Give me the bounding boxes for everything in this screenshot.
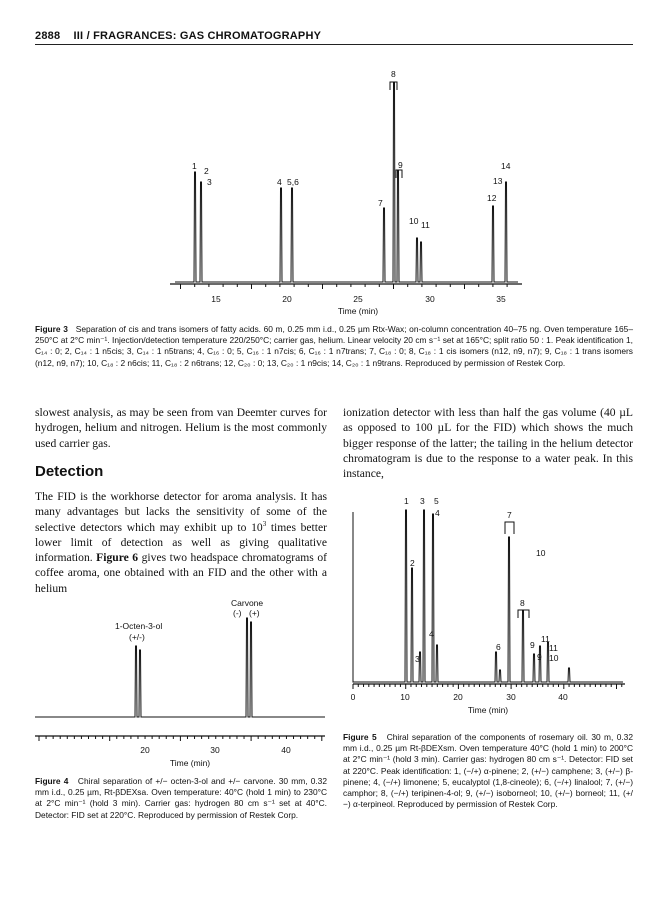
fig5-peak-label: 3 [420, 496, 425, 506]
figure-3-chromatogram [150, 62, 530, 318]
fig3-peak-label: 8 [391, 69, 396, 79]
fig5-peak-label: 10 [536, 548, 546, 558]
left-column-paragraph-2: The FID is the workhorse detector for aroma analysis. It has many advantages but lacks the sensitivity of some of the selective detectors which may exhibit up to $10^3$ times better lower limit of detection as well as giving qualitative information. Figure 6 gives two headspace chromatograms of coffee aroma, one obtained with an FID and the other with a helium [35, 490, 328, 595]
fig5-tick-label: 10 [400, 692, 410, 702]
fig3-peak-label: 12 [487, 193, 497, 203]
fig3-peak-label: 4 [277, 177, 282, 187]
right-column-paragraph: ionization detector with less than half the gas volume (40 µL as opposed to 100 µL for the FID) which shows the much bigger response of the latter; the tailing in the helium detector chromatogram is due to the response to a water peak. In this instance, [343, 406, 633, 481]
figure-4-caption [35, 776, 327, 821]
fig3-tick-label: 15 [211, 294, 221, 304]
fig4-label-octenol: 1-Octen-3-ol [115, 621, 163, 631]
figure-5-caption-label: Figure 5 [343, 732, 377, 742]
figure-4-caption-label: Figure 4 [35, 776, 69, 786]
fig4-x-axis-label: Time (min) [169, 758, 211, 768]
fig5-x-axis-label: Time (min) [467, 705, 509, 715]
fig4-label-octenol-racemate: (+/-) [129, 632, 145, 642]
fig4-tick-label: 40 [281, 745, 291, 755]
exponent: 3 [262, 519, 267, 528]
fig3-peak-label: 7 [378, 198, 383, 208]
fig5-peak-label: 5 [434, 496, 439, 506]
fig3-peak-label: 2 [204, 166, 209, 176]
fig3-tick-label: 20 [282, 294, 292, 304]
fig5-peak-label: 7 [507, 510, 512, 520]
fig5-peak-label: 10 [549, 653, 559, 663]
fig5-trace [353, 510, 623, 682]
figure-4-chromatogram [35, 596, 335, 772]
figure-4-caption-text: Chiral separation of +/− octen-3-ol and +/− carvone. 30 mm, 0.32 mm i.d., 0.25 µm, Rt-βDEXsa. Oven temperature: 40°C (hold 1 min) to 230°C at 2°C min⁻¹ (hold 3 min). Carrier gas: hydrogen 80 cm s⁻¹ set at 40°C. Detector: FID set at 220°C. Reproduced by permission of Restek Corp. [35, 776, 328, 820]
figure-3-caption [35, 324, 633, 369]
fig3-peak-label: 10 [409, 216, 419, 226]
fig3-tick-label: 35 [496, 294, 506, 304]
fig4-trace [35, 618, 325, 717]
fig3-trace [175, 82, 518, 282]
fig3-peak-label: 3 [207, 177, 212, 187]
fig4-label-carvone-minus: (-) [233, 608, 242, 618]
page-number: 2888 [35, 30, 61, 42]
fig5-tick-label: 0 [350, 692, 356, 702]
fig5-peak-label: 1 [404, 496, 409, 506]
fig5-peak-label: 4 [435, 508, 440, 518]
fig3-peak-label: 1 [192, 161, 197, 171]
figure-5-caption [343, 732, 633, 810]
fig5-peak-label: 11 [541, 634, 550, 644]
fig4-label-carvone: Carvone [231, 598, 264, 608]
fig3-peak-label: 13 [493, 176, 503, 186]
fig5-tick-label: 40 [558, 692, 568, 702]
fig5-peak-label: 2 [410, 558, 415, 568]
fig3-tick-label: 25 [353, 294, 363, 304]
figure-3-caption-text: Separation of cis and trans isomers of fatty acids. 60 m, 0.25 mm i.d., 0.25 µm Rtx-Wax; on-column concentration 40–75 ng. Oven temperature 165–250°C at 2°C min⁻¹. Injection/detection temperature 220/250°C; carrier gas, helium. Linear velocity 20 cm s⁻¹ set at 165°C; split ratio 50 : 1. Peak identification 1, C₁₄ : 0; 2, C₁₄ : 1 n5cis; 3, C₁₄ : 1 n5trans; 4, C₁₆ : 0; 5, C₁₆ : 1 n7cis; 6, C₁₆ : 1 n7trans; 7, C₁₈ : 0; 8, C₁₈ : 1 cis isomers (n12, n9, n7); 9, C₁₈ : 1 trans isomers (n12, n9, n7); 10, C₁₈ : 2 n6cis; 11, C₁₈ : 2 n6trans; 12, C₂₀ : 0; 13, C₂₀ : 1 n9cis; 14, C₂₀ : 1 n9trans. Reproduced by permission of Restek Corp. [35, 324, 633, 368]
fig5-peak-7-bracket [505, 522, 514, 534]
fig5-tick-label: 20 [453, 692, 463, 702]
fig4-tick-label: 20 [140, 745, 150, 755]
fig5-peak-label: 9 [537, 652, 542, 662]
header-rule [35, 44, 633, 45]
running-title: III / FRAGRANCES: GAS CHROMATOGRAPHY [73, 30, 322, 42]
fig3-tick-label: 30 [425, 294, 435, 304]
fig3-peak-label: 11 [421, 220, 430, 230]
figure-6-reference: Figure 6 [96, 551, 139, 565]
figure-3-caption-label: Figure 3 [35, 324, 68, 334]
fig4-tick-label: 30 [210, 745, 220, 755]
fig3-peak-label: 9 [398, 160, 403, 170]
fig5-tick-label: 30 [506, 692, 516, 702]
fig5-peak-label: 6 [496, 642, 501, 652]
fig3-peak-label: 5,6 [287, 177, 299, 187]
fig5-peak-label: 4 [429, 629, 434, 639]
figure-5-chromatogram [343, 492, 635, 724]
running-header [35, 30, 321, 42]
figure-5-caption-text: Chiral separation of the components of rosemary oil. 30 m, 0.32 mm i.d., 0.25 µm Rt-βDEXsm. Oven temperature 40°C (hold 1 min) to 200°C at 2°C min⁻¹ (hold 3 min). Carrier gas: hydrogen 80 cm s⁻¹. Detector: FID set at 220°C. Peak identification: 1, (−/+) α-pinene; 2, (+/−) camphene; 3, (+/−) β-pinene; 4, (−/+) limonene; 5, eucalyptol (1,8-cineole); 6, (−/+) linalool; 7, (+/−) camphor; 8, (−/+) teripinen-4-ol; 9, (+/−) isoborneol; 10, (+/−) borneol; 11, (+/−) α-terpineol. Reproduced by permission of Restek Corp. [343, 732, 633, 810]
fig5-peak-label: 8 [520, 598, 525, 608]
fig5-peak-label: 9 [530, 640, 535, 650]
section-heading-detection: Detection [35, 463, 104, 480]
fig4-label-carvone-plus: (+) [249, 608, 260, 618]
fig5-peak-label: 3 [415, 654, 420, 664]
fig3-x-axis-label: Time (min) [337, 306, 379, 316]
fig5-peak-label: 11 [549, 643, 558, 653]
left-column-paragraph-1: slowest analysis, as may be seen from van Deemter curves for hydrogen, helium and nitrogen. Helium is the most commonly used carrier gas. [35, 406, 327, 450]
fig3-peak-label: 14 [501, 161, 511, 171]
